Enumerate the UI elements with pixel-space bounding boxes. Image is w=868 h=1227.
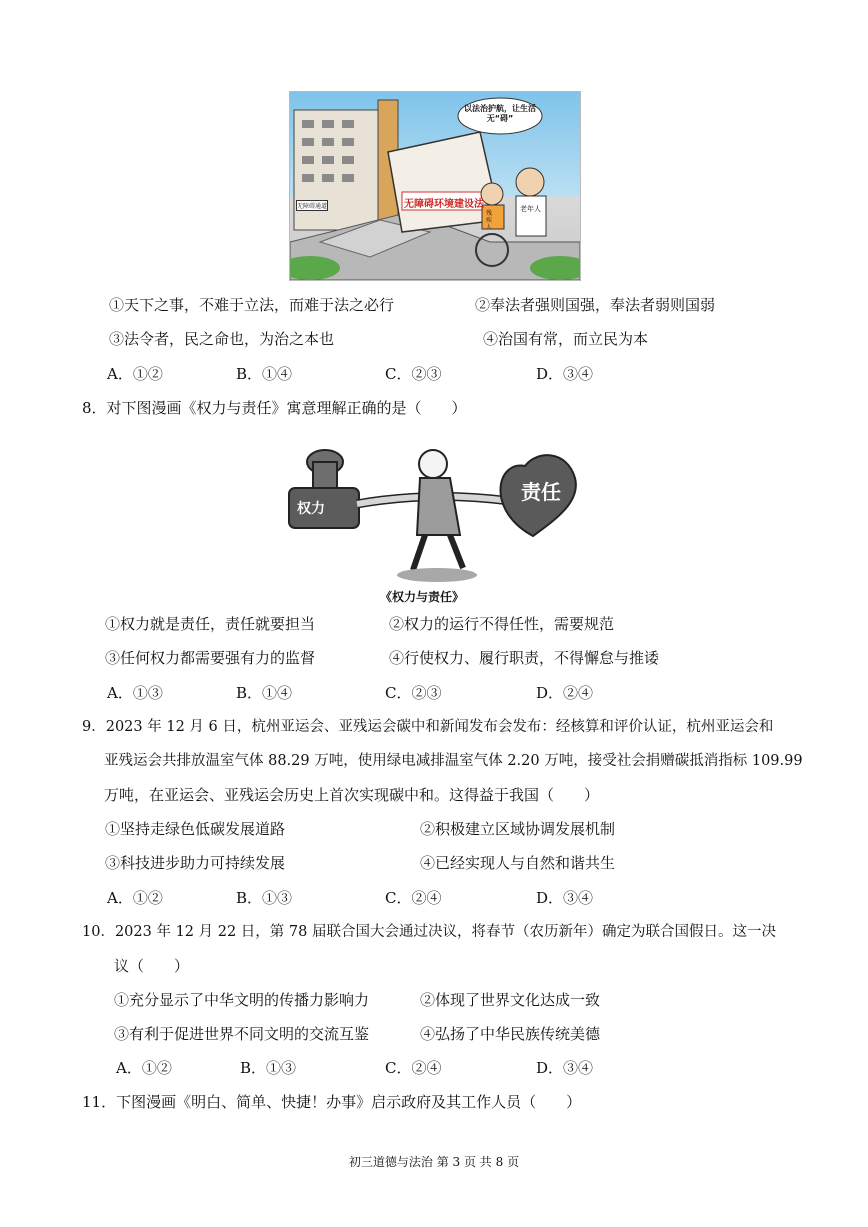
q10-stem-line-2: 议（ ） [114,957,190,975]
cartoon-bubble-text: 以法治护航，让生活无“碍” [464,104,536,123]
q8-choice-d[interactable]: D．②④ [536,684,594,702]
q7-item-3: ③法令者，民之命也，为治之本也 [109,330,335,348]
q8-choice-c[interactable]: C．②③ [385,684,442,702]
q7-item-4: ④治国有常，而立民为本 [483,330,649,348]
duty-label: 责任 [521,480,561,504]
q9-stem-line-3: 万吨，在亚运会、亚残运会历史上首次实现碳中和。这得益于我国（ ） [104,786,600,804]
q7-choice-b[interactable]: B．①④ [236,365,293,383]
q10-stem-line-1: 10．2023 年 12 月 22 日，第 78 届联合国大会通过决议，将春节（农历新年）确定为联合国假日。这一决 [82,924,776,940]
q9-item-4: ④已经实现人与自然和谐共生 [420,854,616,872]
q8-item-1: ①权力就是责任，责任就要担当 [105,615,316,633]
q7-choice-d[interactable]: D．③④ [536,365,594,383]
q8-stem: 8．对下图漫画《权力与责任》寓意理解正确的是（ ） [82,399,467,417]
q10-item-1: ①充分显示了中华文明的传播力影响力 [114,991,370,1009]
q10-choice-b[interactable]: B．①③ [240,1059,297,1077]
q8-item-4: ④行使权力、履行职责，不得懈怠与推诿 [389,649,660,667]
q8-choice-b[interactable]: B．①④ [236,684,293,702]
q10-item-2: ②体现了世界文化达成一致 [420,991,601,1009]
q9-choice-d[interactable]: D．③④ [536,889,594,907]
q9-stem-line-2: 亚残运会共排放温室气体 88.29 万吨，使用绿电减排温室气体 2.20 万吨，接受社会捐赠碳抵消指标 109.99 [104,753,803,769]
q9-choice-b[interactable]: B．①③ [236,889,293,907]
q11-stem: 11．下图漫画《明白、简单、快捷！办事》启示政府及其工作人员（ ） [82,1093,582,1111]
q10-choice-d[interactable]: D．③④ [536,1059,594,1077]
q8-choice-a[interactable]: A．①③ [107,684,163,702]
cartoon-accessibility-law [289,91,581,281]
q7-item-2: ②奉法者强则国强，奉法者弱则国弱 [475,296,716,314]
q10-choice-a[interactable]: A．①② [116,1059,172,1077]
cartoon-power-duty [285,440,585,585]
power-label: 权力 [297,501,325,517]
q10-choice-c[interactable]: C．②④ [385,1059,442,1077]
cartoon-elder-label: 老年人 [520,205,541,213]
q9-item-3: ③科技进步助力可持续发展 [105,854,286,872]
cartoon-wheelchair-label: 残疾人 [486,210,493,231]
q7-choice-a[interactable]: A．①② [107,365,163,383]
q7-item-1: ①天下之事，不难于立法，而难于法之必行 [109,296,395,314]
q9-item-2: ②积极建立区域协调发展机制 [420,820,616,838]
q8-cartoon-caption: 《权力与责任》 [380,590,465,604]
q9-stem-line-1: 9．2023 年 12 月 6 日，杭州亚运会、亚残运会碳中和新闻发布会发布：经核算和评价认证，杭州亚运会和 [82,719,774,735]
q10-item-3: ③有利于促进世界不同文明的交流互鉴 [114,1025,370,1043]
q10-item-4: ④弘扬了中华民族传统美德 [420,1025,601,1043]
q9-choice-a[interactable]: A．①② [107,889,163,907]
page-footer: 初三道德与法治 第 3 页 共 8 页 [348,1155,520,1169]
q9-choice-c[interactable]: C．②④ [385,889,442,907]
cartoon-small-sign: 无障碍通道 [296,200,328,211]
q8-item-3: ③任何权力都需要强有力的监督 [105,649,316,667]
q8-item-2: ②权力的运行不得任性，需要规范 [389,615,615,633]
q9-item-1: ①坚持走绿色低碳发展道路 [105,820,286,838]
cartoon-board-text: 无障碍环境建设法 [404,199,484,210]
q7-choice-c[interactable]: C．②③ [385,365,442,383]
cartoon-power-duty-drawing [285,440,585,585]
